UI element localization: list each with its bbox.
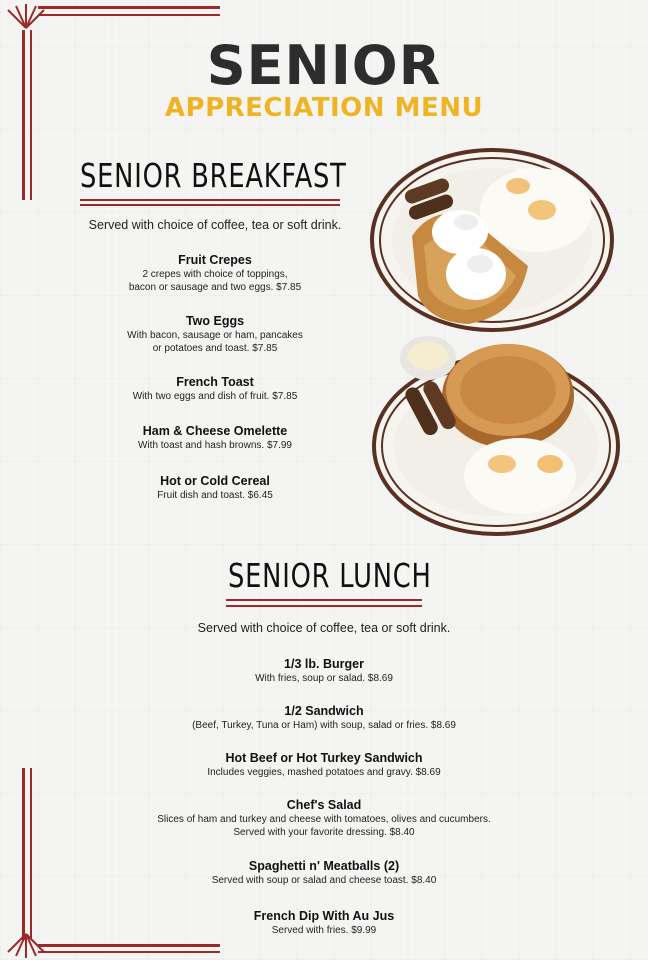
item-desc: With bacon, sausage or ham, pancakes: [127, 330, 303, 341]
item-name: Hot or Cold Cereal: [160, 474, 270, 488]
corner-sunburst-icon: [4, 930, 48, 960]
menu-item: [80, 313, 350, 355]
menu-item: [80, 423, 350, 452]
menu-subtitle: APPRECIATION MENU: [164, 93, 484, 123]
item-desc: Fruit dish and toast. $6.45: [157, 490, 273, 501]
menu-item: [80, 374, 350, 403]
menu-item: [80, 473, 350, 502]
item-desc: Served with soup or salad and cheese toast. $8.40: [211, 875, 437, 886]
frame-bottom-line: [38, 944, 220, 947]
item-desc: or potatoes and toast. $7.85: [152, 343, 278, 354]
item-desc: With fries, soup or salad. $8.69: [255, 673, 393, 684]
item-name: Chef's Salad: [286, 798, 362, 812]
item-desc: Includes veggies, mashed potatoes and gravy. $8.69: [207, 767, 441, 778]
item-desc: With toast and hash browns. $7.99: [138, 440, 292, 451]
menu-title: SENIOR: [206, 34, 442, 97]
item-name: Hot Beef or Hot Turkey Sandwich: [225, 751, 423, 765]
item-name: Spaghetti n' Meatballs (2): [248, 859, 400, 873]
frame-top-line-inner: [38, 14, 220, 16]
menu-item: [100, 703, 548, 732]
item-name: French Toast: [176, 375, 254, 389]
item-desc: (Beef, Turkey, Tuna or Ham) with soup, salad or fries. $8.69: [192, 720, 456, 731]
item-name: Ham & Cheese Omelette: [142, 424, 288, 438]
frame-bottom-line-inner: [38, 951, 220, 953]
crepe-plate-image: [370, 148, 614, 332]
lunch-rule: [226, 599, 422, 601]
item-desc: Served with your favorite dressing. $8.40: [233, 827, 415, 838]
item-name: 1/2 Sandwich: [284, 704, 364, 718]
breakfast-rule-inner: [80, 204, 340, 206]
pancake-plate-image: [372, 336, 620, 536]
breakfast-rule: [80, 199, 340, 201]
item-name: 1/3 lb. Burger: [284, 657, 364, 671]
item-name: Two Eggs: [185, 314, 245, 328]
item-desc: 2 crepes with choice of toppings,: [142, 269, 288, 280]
frame-bottom-left-line-inner: [30, 768, 32, 940]
breakfast-heading: SENIOR BREAKFAST: [80, 156, 347, 195]
item-desc: Served with fries. $9.99: [271, 925, 377, 936]
menu-item: [80, 252, 350, 294]
corner-sunburst-icon: [4, 2, 48, 32]
lunch-rule-inner: [226, 605, 422, 607]
breakfast-intro: Served with choice of coffee, tea or soft drink.: [88, 218, 342, 232]
item-desc: With two eggs and dish of fruit. $7.85: [132, 391, 298, 402]
item-name: French Dip With Au Jus: [253, 909, 395, 923]
menu-item: [100, 656, 548, 685]
menu-item: [100, 797, 548, 839]
item-desc: bacon or sausage and two eggs. $7.85: [128, 282, 302, 293]
lunch-heading: SENIOR LUNCH: [228, 556, 432, 595]
item-name: Fruit Crepes: [178, 253, 252, 267]
menu-item: [100, 858, 548, 887]
frame-top-line: [38, 6, 220, 9]
menu-item: [100, 908, 548, 937]
menu-item: [100, 750, 548, 779]
breakfast-food-photo: [368, 146, 622, 538]
item-desc: Slices of ham and turkey and cheese with tomatoes, olives and cucumbers.: [157, 814, 491, 825]
frame-bottom-left-line: [22, 768, 25, 940]
lunch-intro: Served with choice of coffee, tea or soft drink.: [197, 621, 451, 635]
